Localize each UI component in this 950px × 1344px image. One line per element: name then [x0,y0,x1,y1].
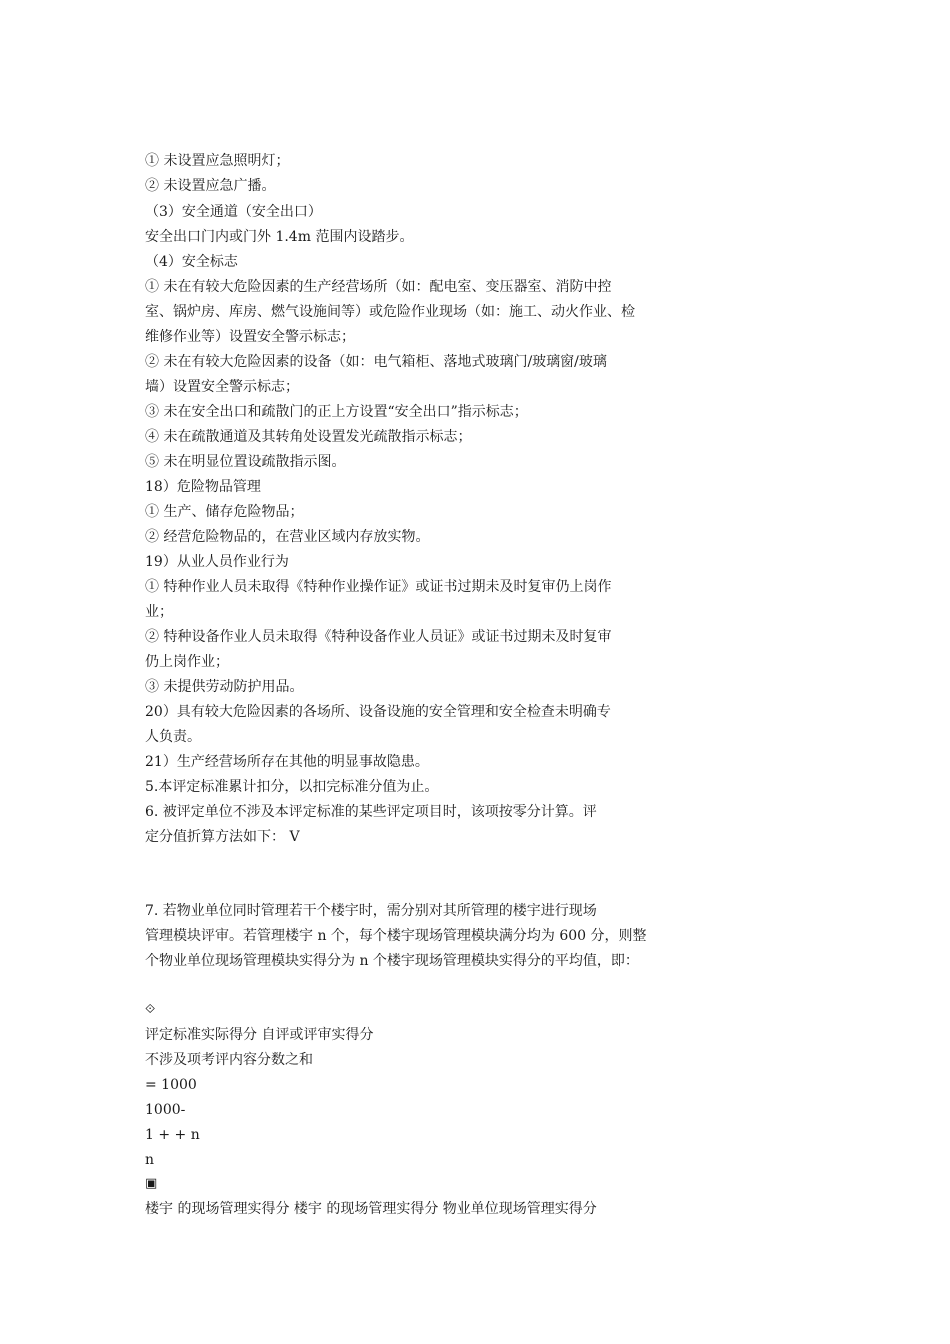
text-line: ① 未设置应急照明灯； [145,153,290,169]
text-line: 人负责。 [145,729,201,745]
text-line: 业； [145,604,173,620]
text-line: ⑤ 未在明显位置设疏散指示图。 [145,454,346,470]
text-line: 管理模块评审。若管理楼宇 n 个，每个楼宇现场管理模块满分均为 600 分，则整 [145,928,647,944]
text-line: （3）安全通道（安全出口） [145,204,322,220]
formula-line: 1 + + n [145,1127,200,1143]
text-line: 仍上岗作业； [145,654,229,670]
text-line: （4）安全标志 [145,254,238,270]
text-line: 安全出口门内或门外 1.4m 范围内设踏步。 [145,229,414,245]
text-line: 室、锅炉房、库房、燃气设施间等）或危险作业现场（如：施工、动火作业、检 [145,304,635,320]
formula-line: 评定标准实际得分 自评或评审实得分 [145,1027,374,1043]
text-line: 定分值折算方法如下： V [145,829,300,845]
text-line: 18）危险物品管理 [145,479,261,495]
text-line: ④ 未在疏散通道及其转角处设置发光疏散指示标志； [145,429,472,445]
text-line: 个物业单位现场管理模块实得分为 n 个楼宇现场管理模块实得分的平均值，即： [145,953,639,969]
formula-line: = 1000 [145,1077,197,1093]
formula-line: n [145,1152,155,1168]
text-line: ② 经营危险物品的，在营业区域内存放实物。 [145,529,430,545]
text-line: ① 未在有较大危险因素的生产经营场所（如：配电室、变压器室、消防中控 [145,279,612,295]
text-line: 6. 被评定单位不涉及本评定标准的某些评定项目时，该项按零分计算。评 [145,804,597,820]
text-line: ② 未设置应急广播。 [145,178,276,194]
text-line: 维修作业等）设置安全警示标志； [145,329,355,345]
text-line: ③ 未提供劳动防护用品。 [145,679,304,695]
text-line: 20）具有较大危险因素的各场所、设备设施的安全管理和安全检查未明确专 [145,704,611,720]
text-line: ③ 未在安全出口和疏散门的正上方设置“安全出口”指示标志； [145,404,528,420]
text-line: 21）生产经营场所存在其他的明显事故隐患。 [145,754,429,770]
formula-symbol-icon: ⟐ [145,1002,156,1017]
text-line: ① 特种作业人员未取得《特种作业操作证》或证书过期未及时复审仍上岗作 [145,579,612,595]
text-line: ② 未在有较大危险因素的设备（如：电气箱柜、落地式玻璃门/玻璃窗/玻璃 [145,354,607,370]
text-line: 19）从业人员作业行为 [145,554,289,570]
formula-symbol-icon: ▣ [145,1176,158,1191]
text-line: 7. 若物业单位同时管理若干个楼宇时，需分别对其所管理的楼宇进行现场 [145,903,597,919]
text-line: ② 特种设备作业人员未取得《特种设备作业人员证》或证书过期未及时复审 [145,629,612,645]
formula-line: 楼宇 的现场管理实得分 楼宇 的现场管理实得分 物业单位现场管理实得分 [145,1201,597,1217]
text-line: ① 生产、储存危险物品； [145,504,304,520]
formula-line: 不涉及项考评内容分数之和 [145,1052,313,1068]
formula-line: 1000- [145,1102,186,1118]
text-line: 5.本评定标准累计扣分，以扣完标准分值为止。 [145,779,439,795]
text-line: 墙）设置安全警示标志； [145,379,299,395]
